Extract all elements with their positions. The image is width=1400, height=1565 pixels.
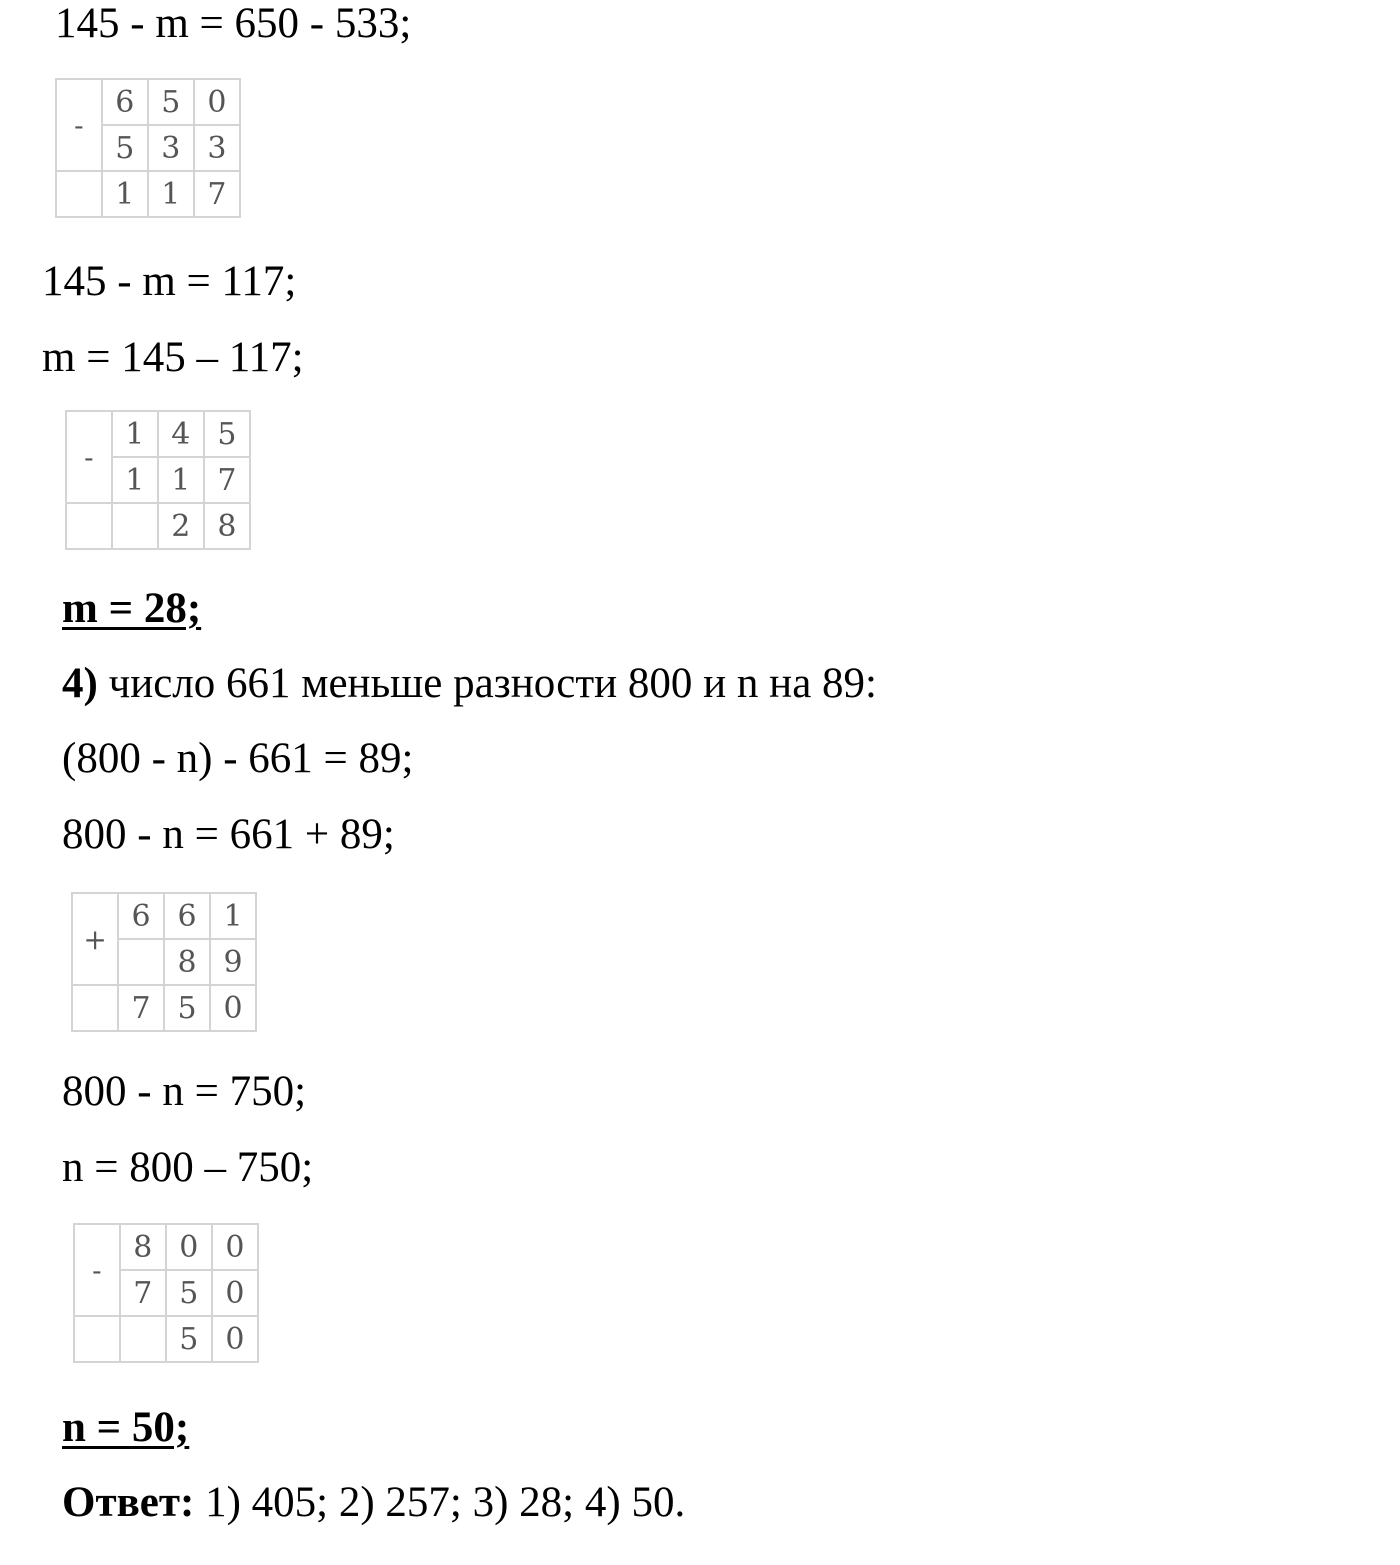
- empty-cell: [56, 171, 102, 217]
- result-digit-cell: 7: [118, 985, 164, 1031]
- result-n: n = 50;: [62, 1404, 190, 1451]
- answer-label: Ответ:: [62, 1479, 195, 1526]
- subtraction-grid-1: [55, 78, 241, 216]
- digit-cell: 3: [148, 125, 194, 171]
- digit-cell: 5: [148, 79, 194, 125]
- digit-cell: 6: [118, 893, 164, 939]
- empty-cell: [72, 985, 118, 1031]
- equation-line-9: n = 800 – 750;: [62, 1144, 314, 1191]
- result-digit-cell: 8: [204, 503, 250, 549]
- digit-cell: 5: [204, 411, 250, 457]
- digit-cell: 1: [158, 457, 204, 503]
- subtraction-grid-3: [73, 1223, 259, 1361]
- digit-cell: 6: [102, 79, 148, 125]
- result-m: m = 28;: [62, 585, 202, 632]
- digit-cell: 9: [210, 939, 256, 985]
- result-digit-cell: [120, 1316, 166, 1362]
- addition-grid: [71, 892, 257, 1030]
- result-digit-cell: 5: [166, 1316, 212, 1362]
- digit-cell: 0: [166, 1224, 212, 1270]
- empty-cell: [66, 503, 112, 549]
- digit-cell: 0: [212, 1224, 258, 1270]
- digit-cell: 6: [164, 893, 210, 939]
- digit-cell: 7: [204, 457, 250, 503]
- operator-sign: -: [66, 411, 112, 503]
- digit-cell: 5: [166, 1270, 212, 1316]
- answer-text: 1) 405; 2) 257; 3) 28; 4) 50.: [194, 1479, 686, 1526]
- subtraction-grid-2: [65, 410, 251, 548]
- equation-line-3: m = 145 – 117;: [42, 334, 304, 381]
- equation-line-2: 145 - m = 117;: [42, 258, 297, 305]
- digit-cell: 5: [102, 125, 148, 171]
- digit-cell: 0: [194, 79, 240, 125]
- task-number: 4): [62, 660, 98, 707]
- result-digit-cell: 5: [164, 985, 210, 1031]
- equation-line-8: 800 - n = 750;: [62, 1068, 307, 1115]
- result-digit-cell: 0: [212, 1316, 258, 1362]
- digit-cell: 1: [112, 457, 158, 503]
- result-digit-cell: 1: [102, 171, 148, 217]
- operator-sign: -: [74, 1224, 120, 1316]
- digit-cell: 1: [112, 411, 158, 457]
- digit-cell: 8: [120, 1224, 166, 1270]
- result-digit-cell: 7: [194, 171, 240, 217]
- digit-cell: 7: [120, 1270, 166, 1316]
- task-4-statement: [62, 662, 877, 705]
- digit-cell: 3: [194, 125, 240, 171]
- empty-cell: [74, 1316, 120, 1362]
- digit-cell: [118, 939, 164, 985]
- result-digit-cell: 1: [148, 171, 194, 217]
- digit-cell: 0: [212, 1270, 258, 1316]
- equation-line-6: (800 - n) - 661 = 89;: [62, 735, 414, 782]
- equation-line-1: 145 - m = 650 - 533;: [55, 0, 412, 47]
- operator-sign: +: [72, 893, 118, 985]
- result-digit-cell: 0: [210, 985, 256, 1031]
- result-digit-cell: [112, 503, 158, 549]
- result-digit-cell: 2: [158, 503, 204, 549]
- digit-cell: 1: [210, 893, 256, 939]
- operator-sign: -: [56, 79, 102, 171]
- equation-line-7: 800 - n = 661 + 89;: [62, 811, 395, 858]
- answer-line: [62, 1481, 685, 1524]
- digit-cell: 8: [164, 939, 210, 985]
- digit-cell: 4: [158, 411, 204, 457]
- task-text: число 661 меньше разности 800 и n на 89:: [97, 660, 877, 707]
